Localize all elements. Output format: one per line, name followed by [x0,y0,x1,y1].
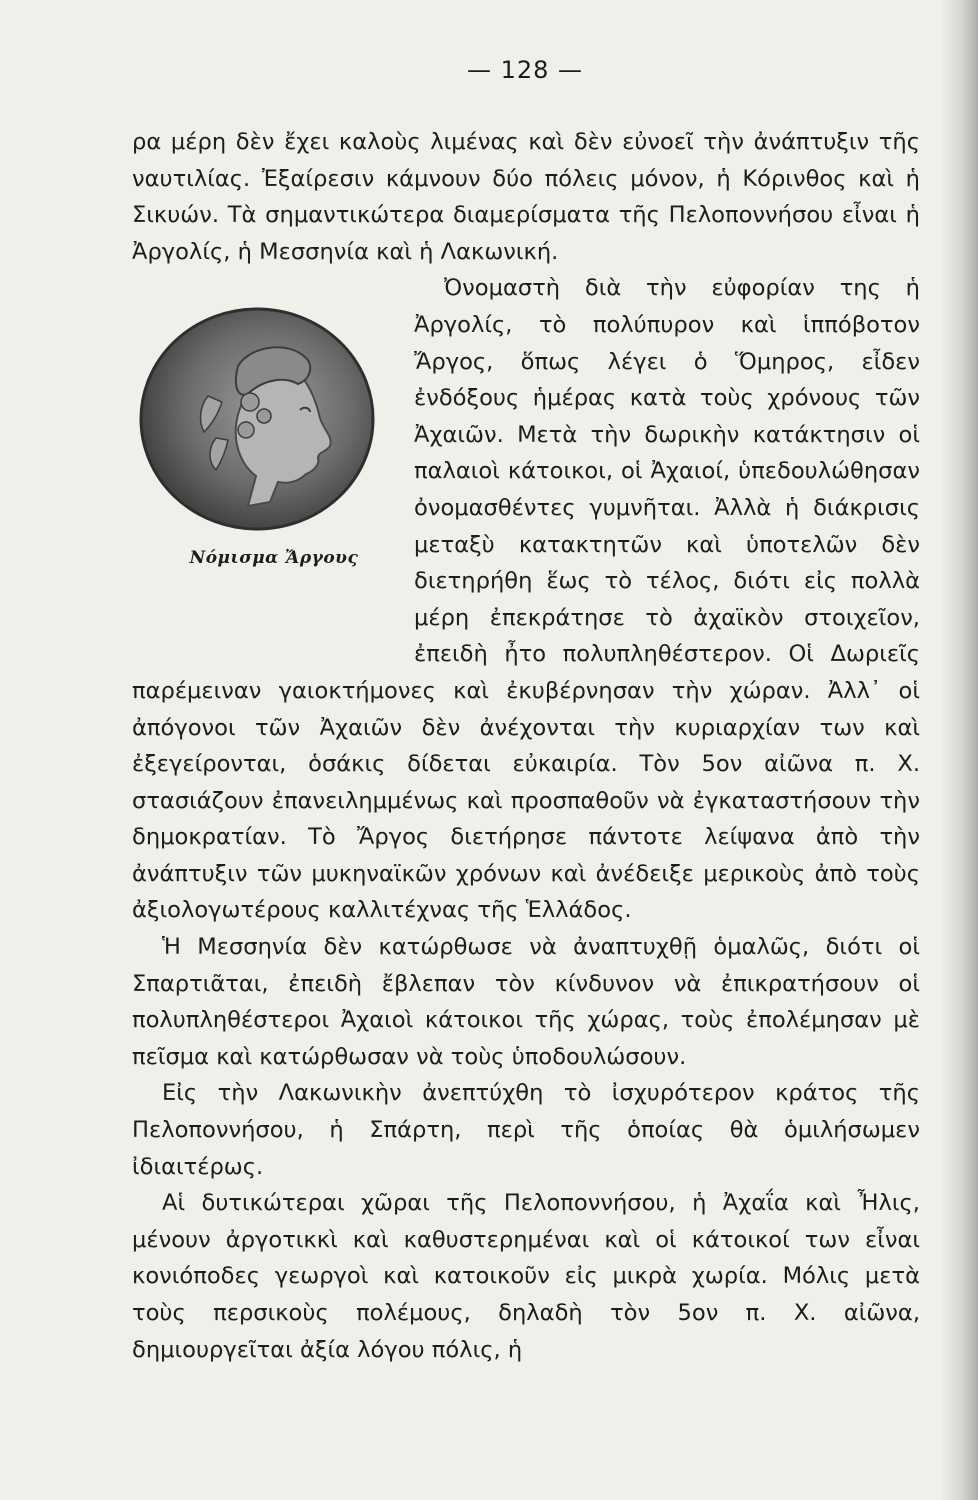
paragraph-argolis-text: Ὀνομαστὴ διὰ τὴν εὐφορίαν της ἡ Ἀργολίς, τὸ πολύπυρον καὶ ἱππόβοτον Ἄργος, ὅπως λέγει ὁ Ὅμηρος, εἶδεν ἐνδόξους ἡμέρας κατὰ τοὺς χρόνους τῶν Ἀχαιῶν. Μετὰ τὴν δωρικὴν κατάκτησιν οἱ παλαιοὶ κάτοικοι, οἱ Ἀχαιοί, ὑπεδουλώθησαν ὀνομασθέντες γυμνῆται. Ἀλλὰ ἡ διάκρισις μεταξὺ κατακτητῶν καὶ ὑποτελῶν δὲν διετηρήθη ἕως τὸ τέλος, διότι εἰς πολλὰ μέρη ἐπεκράτησε τὸ ἀχαϊκὸν στοιχεῖον, ἐπειδὴ ἦτο πολυπληθέστερον. Οἱ Δωριεῖς παρέμειναν γαιοκτήμονες καὶ ἐκυβέρνησαν τὴν χώραν. Ἀλλ᾽ οἱ ἀπόγονοι τῶν Ἀχαιῶν δὲν ἀνέχονται τὴν κυριαρχίαν των καὶ ἐξεγείρονται, ὁσάκις δίδεται εὐκαιρία. Τὸν 5ον αἰῶνα π. Χ. στασιάζουν ἐπανειλημμένως καὶ προσπαθοῦν νὰ ἐγκαταστήσουν τὴν δημοκρατίαν. Τὸ Ἄργος διετήρησε πάντοτε λείψανα ἀπὸ τὴν ἀνάπτυξιν τῶν μυκηναϊκῶν χρόνων καὶ ἀνέδειξε μερικοὺς ἀπὸ τοὺς ἀξιολογωτέρους καλλιτέχνας τῆς Ἑλλάδος. [132,275,920,924]
coin-of-argos-icon [138,306,376,532]
paragraph-argolis [132,270,920,929]
coin-figure [132,270,414,636]
paragraph-intro: ρα μέρη δὲν ἔχει καλοὺς λιμένας καὶ δὲν εὐνοεῖ τὴν ἀνάπτυξιν τῆς ναυτιλίας. Ἐξαίρεσιν κάμνουν δύο πόλεις μόνον, ἡ Κόρινθος καὶ ἡ Σικυών. Τὰ σημαντικώτερα διαμερίσματα τῆς Πελοποννήσου εἶναι ἡ Ἀργολίς, ἡ Μεσσηνία καὶ ἡ Λακωνική. [132,129,920,265]
paragraph-messenia: Ἡ Μεσσηνία δὲν κατώρθωσε νὰ ἀναπτυχθῇ ὁμαλῶς, διότι οἱ Σπαρτιᾶται, ἐπειδὴ ἔβλεπαν τὸν κίνδυνον νὰ ἐπικρατήσουν οἱ πολυπληθέστεροι Ἀχαιοὶ κάτοικοι τῆς χώρας, τοὺς ἐπολέμησαν μὲ πεῖσμα καὶ κατώρθωσαν νὰ τοὺς ὑποδουλώσουν. [132,934,920,1070]
text-body [132,124,920,1368]
page-number: — 128 — [466,56,584,84]
paragraph-laconia: Εἰς τὴν Λακωνικὴν ἀνεπτύχθη τὸ ἰσχυρότερον κράτος τῆς Πελοποννήσου, ἡ Σπάρτη, περὶ τῆς ὁποίας θὰ ὁμιλήσωμεν ἰδιαιτέρως. [132,1080,920,1180]
paragraph-western-regions: Αἱ δυτικώτεραι χῶραι τῆς Πελοποννήσου, ἡ Ἀχαΐα καὶ Ἦλις, μένουν ἀργοτικκὶ καὶ καθυστερημέναι καὶ οἱ κάτοικοί των εἶναι κονιόποδες γεωργοὶ καὶ κατοικοῦν εἰς μικρὰ χωρία. Μόλις μετὰ τοὺς περσικοὺς πολέμους, δηλαδὴ τὸν 5ον π. Χ. αἰῶνα, δημιουργεῖται ἀξία λόγου πόλις, ἡ [132,1190,920,1363]
coin-caption: Νόμισμα Ἄργους [189,548,359,569]
page-edge-shadow [940,0,978,1500]
